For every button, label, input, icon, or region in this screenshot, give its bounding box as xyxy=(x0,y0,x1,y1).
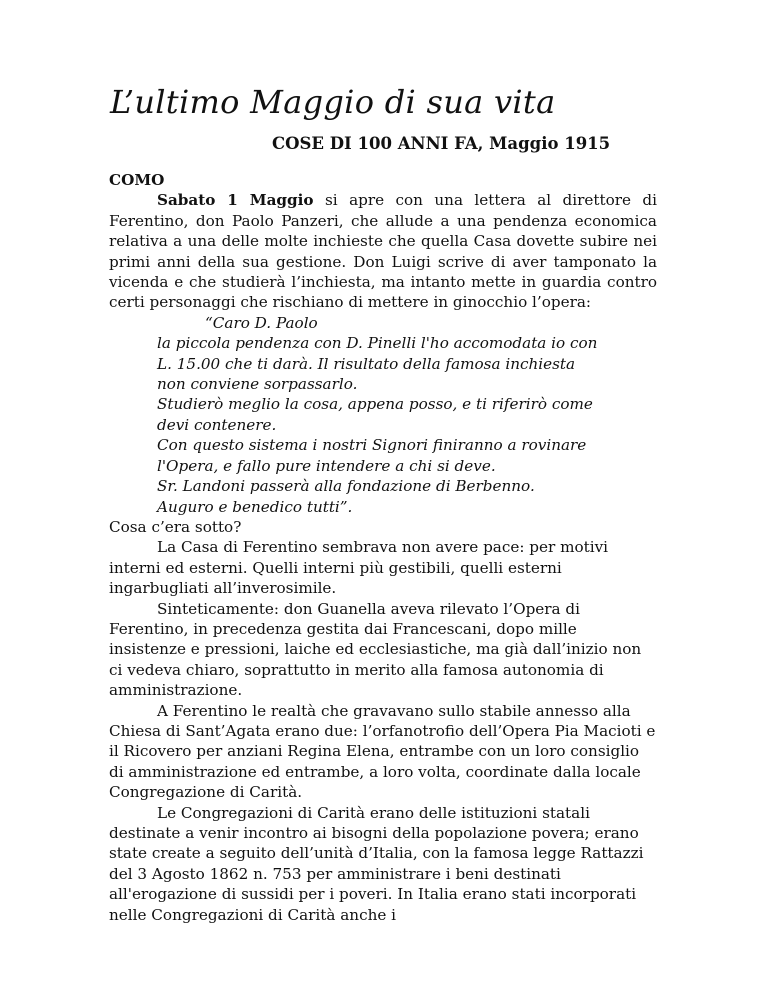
quote-line: la piccola pendenza con D. Pinelli l'ho accomodata io con xyxy=(157,334,598,353)
paragraph-2: La Casa di Ferentino sembrava non avere pace: per motivi interni ed esterni. Quelli interni più gestibili, quelli esterni ingarbugliati all’inverosimile. xyxy=(109,538,609,598)
paragraph-1 xyxy=(109,190,657,312)
letter-quote xyxy=(109,313,657,517)
section-heading: COMO xyxy=(109,171,165,189)
paragraph-4: A Ferentino le realtà che gravavano sullo stabile annesso alla Chiesa di Sant’Agata erano due: l’orfanotrofio dell’Opera Pia Macioti e il Ricovero per anziani Regina Elena, entrambe con un loro consiglio di amministrazione ed entrambe, a loro volta, coordinate dalla locale Congregazione di Carità. xyxy=(109,701,656,802)
document-body xyxy=(109,170,657,925)
paragraph-3: Sinteticamente: don Guanella aveva rilevato l’Opera di Ferentino, in precedenza gestita dai Francescani, dopo mille insistenze e pressioni, laiche ed ecclesiastiche, ma già dall’inizio non ci vedeva chiaro, soprattutto in merito alla famosa autonomia di amministrazione. xyxy=(109,599,642,700)
paragraph-5: Le Congregazioni di Carità erano delle istituzioni statali destinate a venir incontro ai bisogni della popolazione povera; erano state create a seguito dell’unità d’Italia, con la famosa legge Rattazzi del 3 Agosto 1862 n. 753 per amministrare i beni destinati all'erogazione di sussidi per i poveri. In Italia erano stati incorporati nelle Congregazioni di Carità anche i xyxy=(109,803,644,924)
quote-line: l'Opera, e fallo pure intendere a chi si deve. xyxy=(157,456,496,475)
document-subtitle: COSE DI 100 ANNI FA, Maggio 1915 xyxy=(272,134,611,153)
after-quote-line: Cosa c’era sotto? xyxy=(109,517,242,536)
paragraph-1-text: si apre con una lettera al direttore di Ferentino, don Paolo Panzeri, che allude a una pendenza economica relativa a una delle molte inchieste che quella Casa dovette subire nei primi anni della sua gestione. Don Luigi scrive di aver tamponato la vicenda e che studierà l’inchiesta, ma intanto mette in guardia contro certi personaggi che rischiano di mettere in ginocchio l’opera: xyxy=(109,191,657,312)
quote-line: non conviene sorpassarlo. xyxy=(157,375,358,394)
document-title: L’ultimo Maggio di sua vita xyxy=(110,83,556,121)
quote-line: Studierò meglio la cosa, appena posso, e ti riferirò come xyxy=(157,395,593,414)
quote-line: Con questo sistema i nostri Signori finiranno a rovinare xyxy=(157,436,587,455)
paragraph-1-lead: Sabato 1 Maggio xyxy=(157,191,314,210)
quote-line: L. 15.00 che ti darà. Il risultato della famosa inchiesta xyxy=(157,354,576,373)
quote-line: Auguro e benedico tutti”. xyxy=(157,497,353,516)
quote-line: Sr. Landoni passerà alla fondazione di Berbenno. xyxy=(157,477,535,496)
quote-greeting: “Caro D. Paolo xyxy=(205,313,318,332)
quote-line: devi contenere. xyxy=(157,415,277,434)
